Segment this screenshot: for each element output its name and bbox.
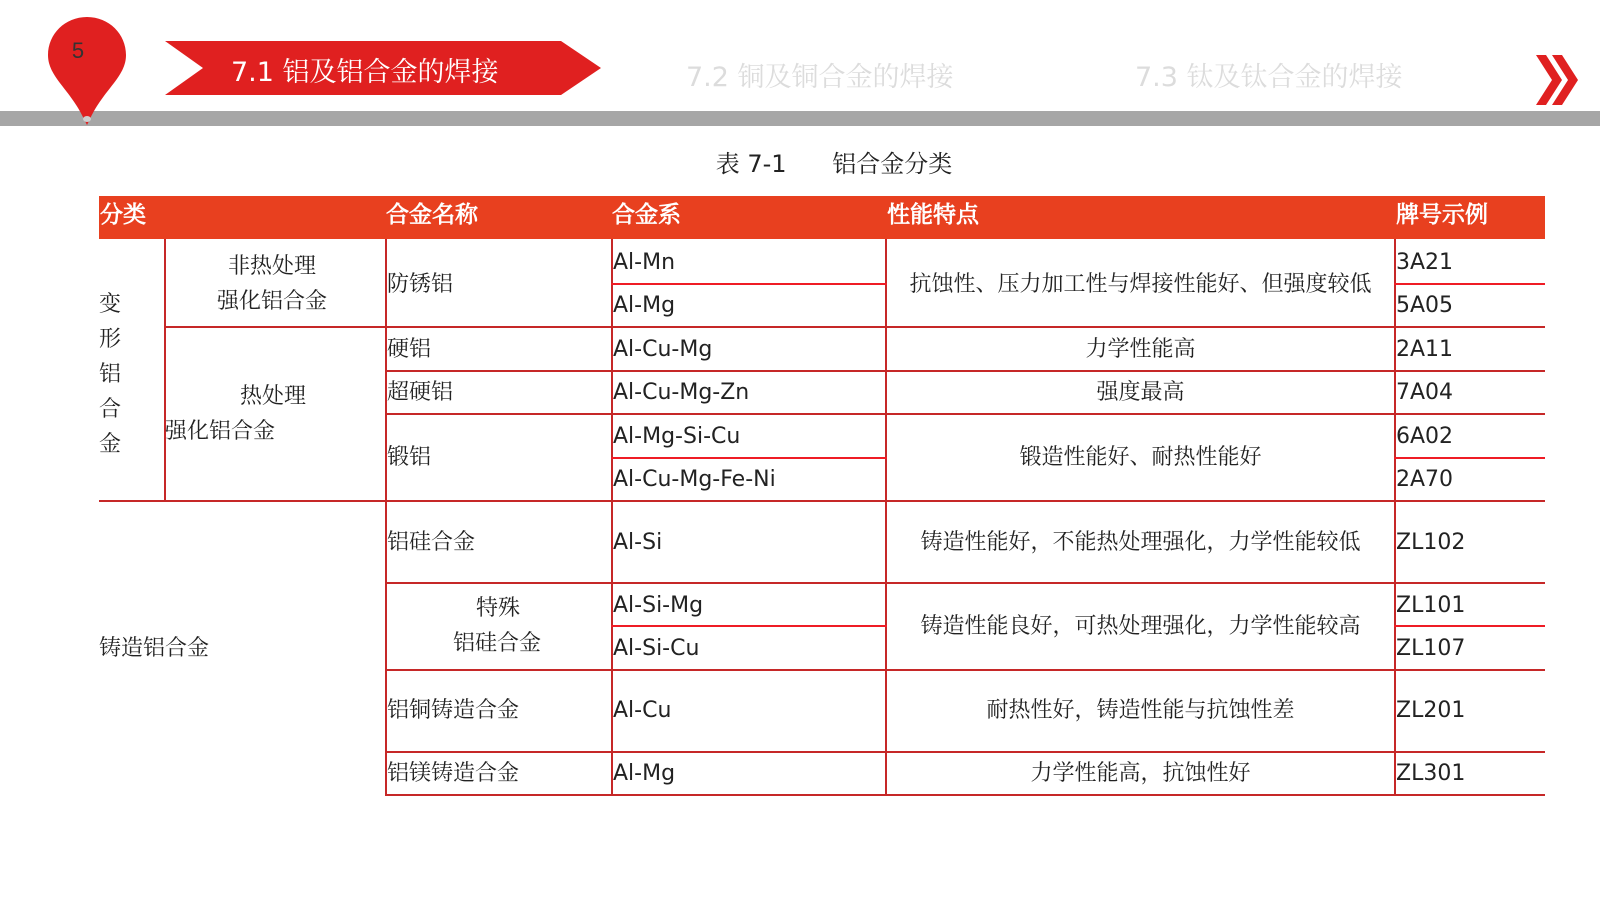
- col-header-grade: 牌号示例: [1396, 202, 1488, 228]
- subcategory-heat-treatable-line2: 强化铝合金: [165, 419, 276, 444]
- grid-line: [385, 751, 1545, 753]
- grid-line: [385, 669, 1545, 671]
- col-header-alloy-system: 合金系: [612, 202, 681, 228]
- tab-copper-welding[interactable]: 7.2 铜及铜合金的焊接: [686, 62, 954, 93]
- alloy-system: Al-Cu-Mg-Zn: [613, 380, 750, 405]
- alloy-system: Al-Si-Cu: [613, 636, 700, 661]
- alloy-system: Al-Si-Mg: [613, 593, 704, 618]
- subcategory-non-heat-treatable-line2: 强化铝合金: [217, 289, 328, 314]
- grade-example: 6A02: [1396, 424, 1454, 449]
- table-header-row: [99, 196, 1545, 239]
- alloy-system: Al-Mg-Si-Cu: [613, 424, 741, 449]
- grade-example: 2A70: [1396, 467, 1454, 492]
- grid-line: [1394, 283, 1545, 285]
- alloy-name-special-line1: 特殊: [476, 596, 521, 621]
- alloy-name: 铝硅合金: [387, 530, 476, 555]
- grade-example: ZL101: [1396, 593, 1466, 618]
- alloy-name: 铝铜铸造合金: [387, 698, 520, 723]
- alloy-properties: 力学性能高，抗蚀性好: [1030, 761, 1251, 786]
- alloy-properties: 铸造性能好，不能热处理强化，力学性能较低: [920, 530, 1361, 555]
- category-cast-alloy: 铸造铝合金: [99, 636, 210, 661]
- table-caption: 表 7-1 铝合金分类: [715, 150, 953, 178]
- alloy-properties: 力学性能高: [1085, 337, 1196, 362]
- alloy-properties: 强度最高: [1096, 380, 1185, 405]
- grade-example: 7A04: [1396, 380, 1454, 405]
- grid-line: [164, 326, 1545, 328]
- grade-example: ZL107: [1396, 636, 1466, 661]
- col-header-alloy-name: 合金名称: [386, 202, 478, 228]
- alloy-name: 超硬铝: [387, 380, 454, 405]
- subcategory-non-heat-treatable-line1: 非热处理: [228, 254, 317, 279]
- alloy-system: Al-Si: [613, 530, 663, 555]
- grid-line: [385, 582, 1545, 584]
- alloy-system: Al-Mg: [613, 761, 676, 786]
- col-header-category: 分类: [100, 202, 146, 228]
- alloy-properties: 耐热性好，铸造性能与抗蚀性差: [986, 698, 1295, 723]
- alloy-name: 锻铝: [387, 445, 432, 470]
- grid-line: [99, 500, 1545, 502]
- grid-line: [385, 370, 1545, 372]
- alloy-name: 防锈铝: [387, 272, 454, 297]
- alloy-system: Al-Mg: [613, 293, 676, 318]
- tab-titanium-welding[interactable]: 7.3 钛及钛合金的焊接: [1135, 62, 1403, 93]
- alloy-name: 铝镁铸造合金: [387, 761, 520, 786]
- alloy-name: 硬铝: [387, 337, 432, 362]
- alloy-properties: 锻造性能好、耐热性能好: [1019, 445, 1262, 470]
- grade-example: ZL201: [1396, 698, 1466, 723]
- alloy-name-special-line2: 铝硅合金: [453, 631, 542, 656]
- grid-line: [611, 283, 887, 285]
- grid-line: [611, 457, 887, 459]
- alloy-system: Al-Mn: [613, 250, 676, 275]
- grid-line: [385, 413, 1545, 415]
- alloy-properties: 抗蚀性、压力加工性与焊接性能好、但强度较低: [909, 272, 1372, 297]
- alloy-system: Al-Cu-Mg: [613, 337, 713, 362]
- grade-example: ZL301: [1396, 761, 1466, 786]
- alloy-system: Al-Cu: [613, 698, 672, 723]
- grid-line: [164, 239, 166, 502]
- grade-example: 3A21: [1396, 250, 1454, 275]
- grade-example: 2A11: [1396, 337, 1454, 362]
- category-wrought-alloy: 变形铝合金: [99, 292, 122, 457]
- tab-active-label[interactable]: 7.1 铝及铝合金的焊接: [231, 57, 499, 88]
- subcategory-heat-treatable-line1: 热处理: [240, 384, 307, 409]
- grid-line: [1394, 625, 1545, 627]
- grid-line: [1394, 457, 1545, 459]
- alloy-system: Al-Cu-Mg-Fe-Ni: [613, 467, 776, 492]
- grade-example: ZL102: [1396, 530, 1466, 555]
- grade-example: 5A05: [1396, 293, 1454, 318]
- alloy-properties: 铸造性能良好，可热处理强化，力学性能较高: [920, 614, 1361, 639]
- grid-line: [611, 625, 887, 627]
- grid-line: [385, 794, 1545, 796]
- slide-number: 5: [71, 38, 85, 63]
- col-header-properties: 性能特点: [887, 202, 979, 228]
